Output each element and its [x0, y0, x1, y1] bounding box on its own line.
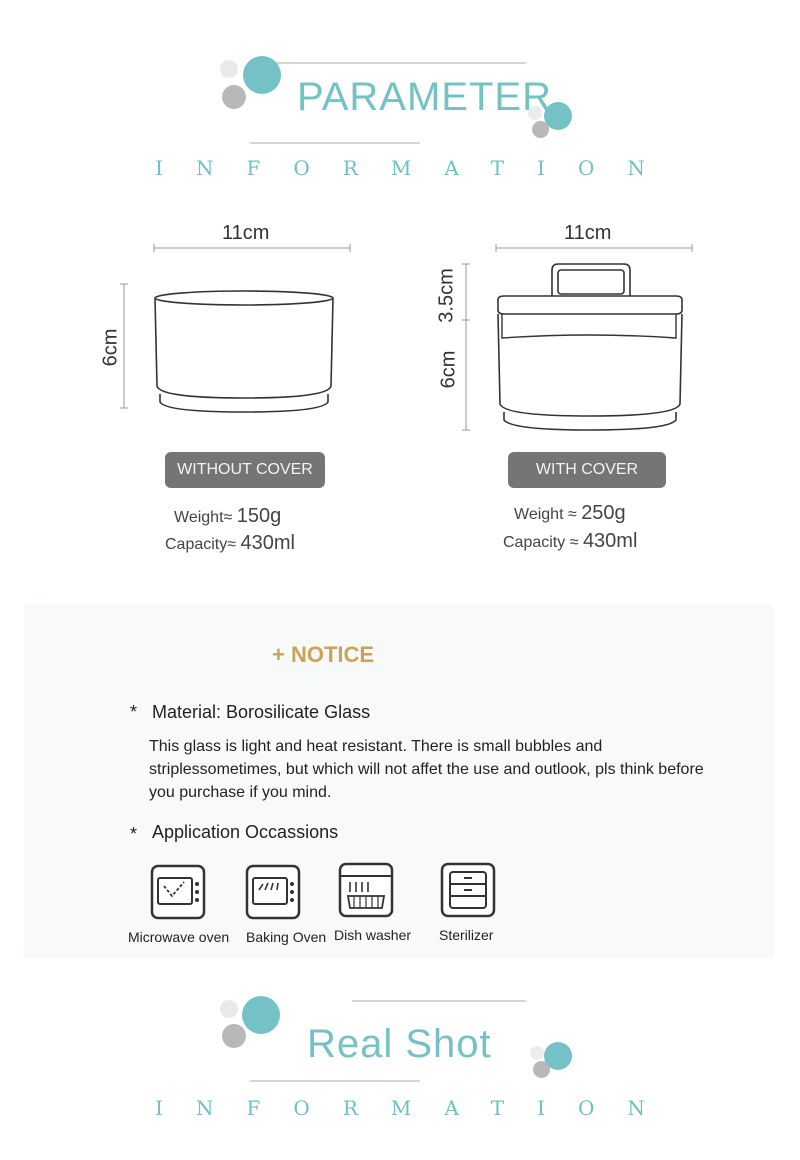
capacity-spec	[503, 530, 637, 553]
application-heading: Application Occassions	[152, 822, 339, 842]
notice-title: + NOTICE	[272, 642, 375, 667]
decor-dot	[532, 121, 549, 138]
capacity-label: Capacity≈	[165, 536, 237, 553]
section-title: Real Shot	[307, 1022, 492, 1066]
section-subtitle: INFORMATION	[155, 156, 678, 180]
with-cover-tag: WITH COVER	[508, 452, 666, 488]
capacity-value: 430ml	[240, 532, 295, 554]
decor-dot	[533, 1061, 550, 1078]
weight-label: Weight ≈	[514, 506, 577, 523]
app-label: Dish washer	[334, 927, 412, 943]
header-top-line	[250, 62, 526, 64]
capacity-spec	[165, 532, 295, 555]
capacity-label: Capacity ≈	[503, 534, 579, 551]
bowl-outline-drawing	[100, 236, 380, 426]
oven-icon	[245, 864, 301, 920]
app-label: Microwave oven	[128, 929, 230, 945]
decor-dot	[220, 1000, 238, 1018]
width-label: 11cm	[564, 222, 612, 244]
weight-label: Weight≈	[174, 509, 233, 526]
without-cover-tag: WITHOUT COVER	[165, 452, 325, 488]
sterilizer-icon	[440, 862, 496, 918]
header-bottom-line	[250, 142, 420, 144]
material-description: This glass is light and heat resistant. There is small bubbles and striplessometimes, but which will not affet the use and outlook, pls think before you purchase if you mind.	[149, 738, 704, 801]
section-subtitle: INFORMATION	[155, 1096, 678, 1120]
decor-dot	[220, 60, 238, 78]
app-label: Baking Oven	[246, 929, 327, 945]
height-label: 6cm	[437, 350, 460, 389]
decor-dot	[222, 85, 246, 109]
decor-dot	[243, 56, 281, 94]
weight-spec	[174, 505, 281, 528]
width-label: 11cm	[222, 222, 270, 244]
weight-value: 150g	[236, 505, 282, 527]
capacity-value: 430ml	[582, 530, 638, 552]
weight-value: 250g	[581, 502, 626, 524]
height-label: 6cm	[99, 328, 122, 367]
decor-dot	[222, 1024, 246, 1048]
microwave-icon	[150, 864, 206, 920]
bowl-with-lid-drawing	[440, 236, 720, 436]
decor-dot	[530, 1046, 544, 1060]
header-top-line	[352, 1000, 526, 1002]
header-bottom-line	[250, 1080, 420, 1082]
bullet-star: *	[130, 702, 138, 722]
decor-dot	[242, 996, 280, 1034]
lid-height-label: 3.5cm	[435, 268, 458, 323]
bullet-star: *	[130, 824, 138, 844]
app-label: Sterilizer	[439, 927, 494, 943]
weight-spec	[514, 502, 626, 525]
section-title: PARAMETER	[297, 75, 552, 119]
material-heading: Material: Borosilicate Glass	[152, 702, 371, 722]
dishwasher-icon	[338, 862, 394, 918]
